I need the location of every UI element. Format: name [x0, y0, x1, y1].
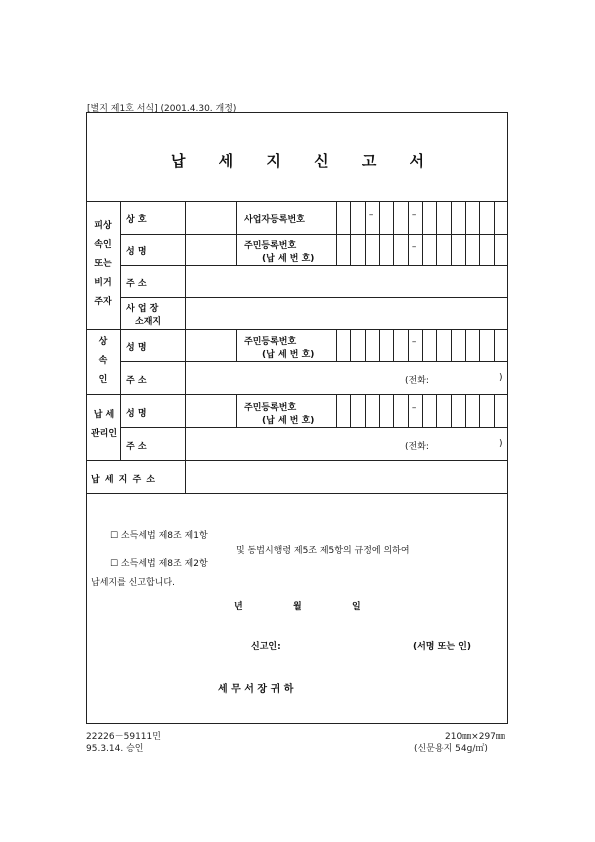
rule	[86, 493, 508, 494]
digit-box-divider	[494, 329, 495, 361]
rule	[120, 265, 508, 266]
digit-box-divider	[479, 201, 480, 234]
label-taxpayer-no: (납 세 번 호)	[262, 350, 315, 360]
label-name: 성 명	[126, 343, 147, 353]
digit-box-divider	[336, 329, 337, 361]
label-taxpayer-no: (납 세 번 호)	[262, 254, 315, 264]
digit-box-divider	[408, 329, 409, 361]
checkbox-option-2[interactable]: ☐ 소득세법 제8조 제2항	[110, 559, 208, 569]
digit-box-divider	[422, 201, 423, 234]
rule	[236, 394, 237, 427]
rule	[86, 329, 508, 330]
digit-separator: –	[411, 241, 417, 252]
digit-box-divider	[350, 394, 351, 427]
form-title: 납 세 지 신 고 서	[170, 152, 439, 170]
digit-box-divider	[350, 201, 351, 234]
rule	[120, 427, 508, 428]
section-label-tax-manager: 납 세 관리인	[90, 410, 118, 439]
declarant-label: 신고인:	[251, 642, 281, 652]
section-label-heir: 상 속 인	[98, 337, 108, 385]
digit-box-divider	[336, 201, 337, 234]
digit-box-divider	[479, 394, 480, 427]
form-caption: [별지 제1호 서식] (2001.4.30. 개정)	[87, 104, 237, 114]
rule-header	[86, 201, 508, 202]
digit-box-divider	[336, 234, 337, 265]
phone-label: (전화:	[405, 376, 429, 386]
label-resident-no: 주민등록번호	[244, 337, 297, 347]
digit-box-divider	[379, 394, 380, 427]
label-resident-no: 주민등록번호	[244, 241, 297, 251]
label-address: 주 소	[126, 442, 147, 452]
digit-box-divider	[408, 201, 409, 234]
label-address: 주 소	[126, 279, 147, 289]
digit-box-divider	[365, 329, 366, 361]
digit-box-divider	[379, 329, 380, 361]
phone-label: (전화:	[405, 442, 429, 452]
label-business-site-2: 소재지	[135, 317, 162, 327]
digit-box-divider	[451, 201, 452, 234]
digit-box-divider	[465, 234, 466, 265]
digit-separator: –	[411, 337, 417, 347]
digit-box-divider	[350, 234, 351, 265]
rule	[86, 460, 508, 461]
digit-box-divider	[365, 394, 366, 427]
date-day: 일	[352, 602, 361, 612]
digit-box-divider	[465, 394, 466, 427]
digit-box-divider	[479, 329, 480, 361]
digit-box-divider	[494, 394, 495, 427]
digit-box-divider	[379, 234, 380, 265]
declaration-statement: 납세지를 신고합니다.	[91, 578, 175, 588]
digit-box-divider	[365, 234, 366, 265]
digit-box-divider	[393, 394, 394, 427]
label-resident-no: 주민등록번호	[244, 403, 297, 413]
digit-box-divider	[408, 234, 409, 265]
digit-separator: –	[411, 209, 417, 220]
label-business-name: 상 호	[126, 215, 147, 225]
checkbox-option-1[interactable]: ☐ 소득세법 제8조 제1항	[110, 531, 208, 541]
rule	[236, 329, 237, 361]
digit-box-divider	[393, 234, 394, 265]
digit-box-divider	[479, 234, 480, 265]
section-label-taxpayer: 피상 속인 또는 비거 주자	[94, 221, 112, 307]
digit-separator: –	[368, 209, 374, 220]
digit-box-divider	[451, 234, 452, 265]
digit-box-divider	[336, 394, 337, 427]
rule	[86, 394, 508, 395]
digit-box-divider	[436, 234, 437, 265]
digit-box-divider	[422, 394, 423, 427]
phone-close: )	[499, 439, 503, 449]
label-name: 성 명	[126, 247, 147, 257]
label-address: 주 소	[126, 376, 147, 386]
signature-label: (서명 또는 인)	[413, 642, 471, 652]
rule	[185, 201, 186, 493]
digit-box-divider	[465, 329, 466, 361]
declaration-clause: 및 동법시행령 제5조 제5항의 규정에 의하여	[236, 546, 410, 556]
recipient-label: 세 무 서 장 귀 하	[218, 684, 294, 695]
date-month: 월	[293, 602, 302, 612]
digit-box-divider	[393, 329, 394, 361]
digit-box-divider	[379, 201, 380, 234]
phone-close: )	[499, 373, 503, 383]
label-biz-reg-no: 사업자등록번호	[244, 215, 305, 225]
digit-box-divider	[436, 201, 437, 234]
digit-box-divider	[436, 329, 437, 361]
digit-box-divider	[494, 201, 495, 234]
label-business-site: 사 업 장	[126, 304, 159, 314]
paper-spec: (신문용지 54g/㎡)	[414, 744, 488, 754]
digit-box-divider	[365, 201, 366, 234]
digit-box-divider	[465, 201, 466, 234]
date-year: 년	[234, 602, 243, 612]
rule	[236, 201, 237, 265]
digit-box-divider	[436, 394, 437, 427]
digit-box-divider	[408, 394, 409, 427]
digit-separator: –	[411, 402, 417, 413]
digit-box-divider	[393, 201, 394, 234]
form-code: 22226－59111민	[86, 732, 161, 742]
digit-box-divider	[422, 329, 423, 361]
label-taxpayer-no: (납 세 번 호)	[262, 416, 315, 426]
approval-date: 95.3.14. 승인	[86, 744, 144, 754]
label-name: 성 명	[126, 409, 147, 419]
digit-box-divider	[451, 394, 452, 427]
label-tax-address: 납 세 지 주 소	[91, 475, 157, 485]
rule	[120, 361, 508, 362]
digit-box-divider	[422, 234, 423, 265]
rule	[120, 297, 508, 298]
digit-box-divider	[350, 329, 351, 361]
paper-size: 210㎜×297㎜	[445, 732, 505, 742]
digit-box-divider	[451, 329, 452, 361]
digit-box-divider	[494, 234, 495, 265]
